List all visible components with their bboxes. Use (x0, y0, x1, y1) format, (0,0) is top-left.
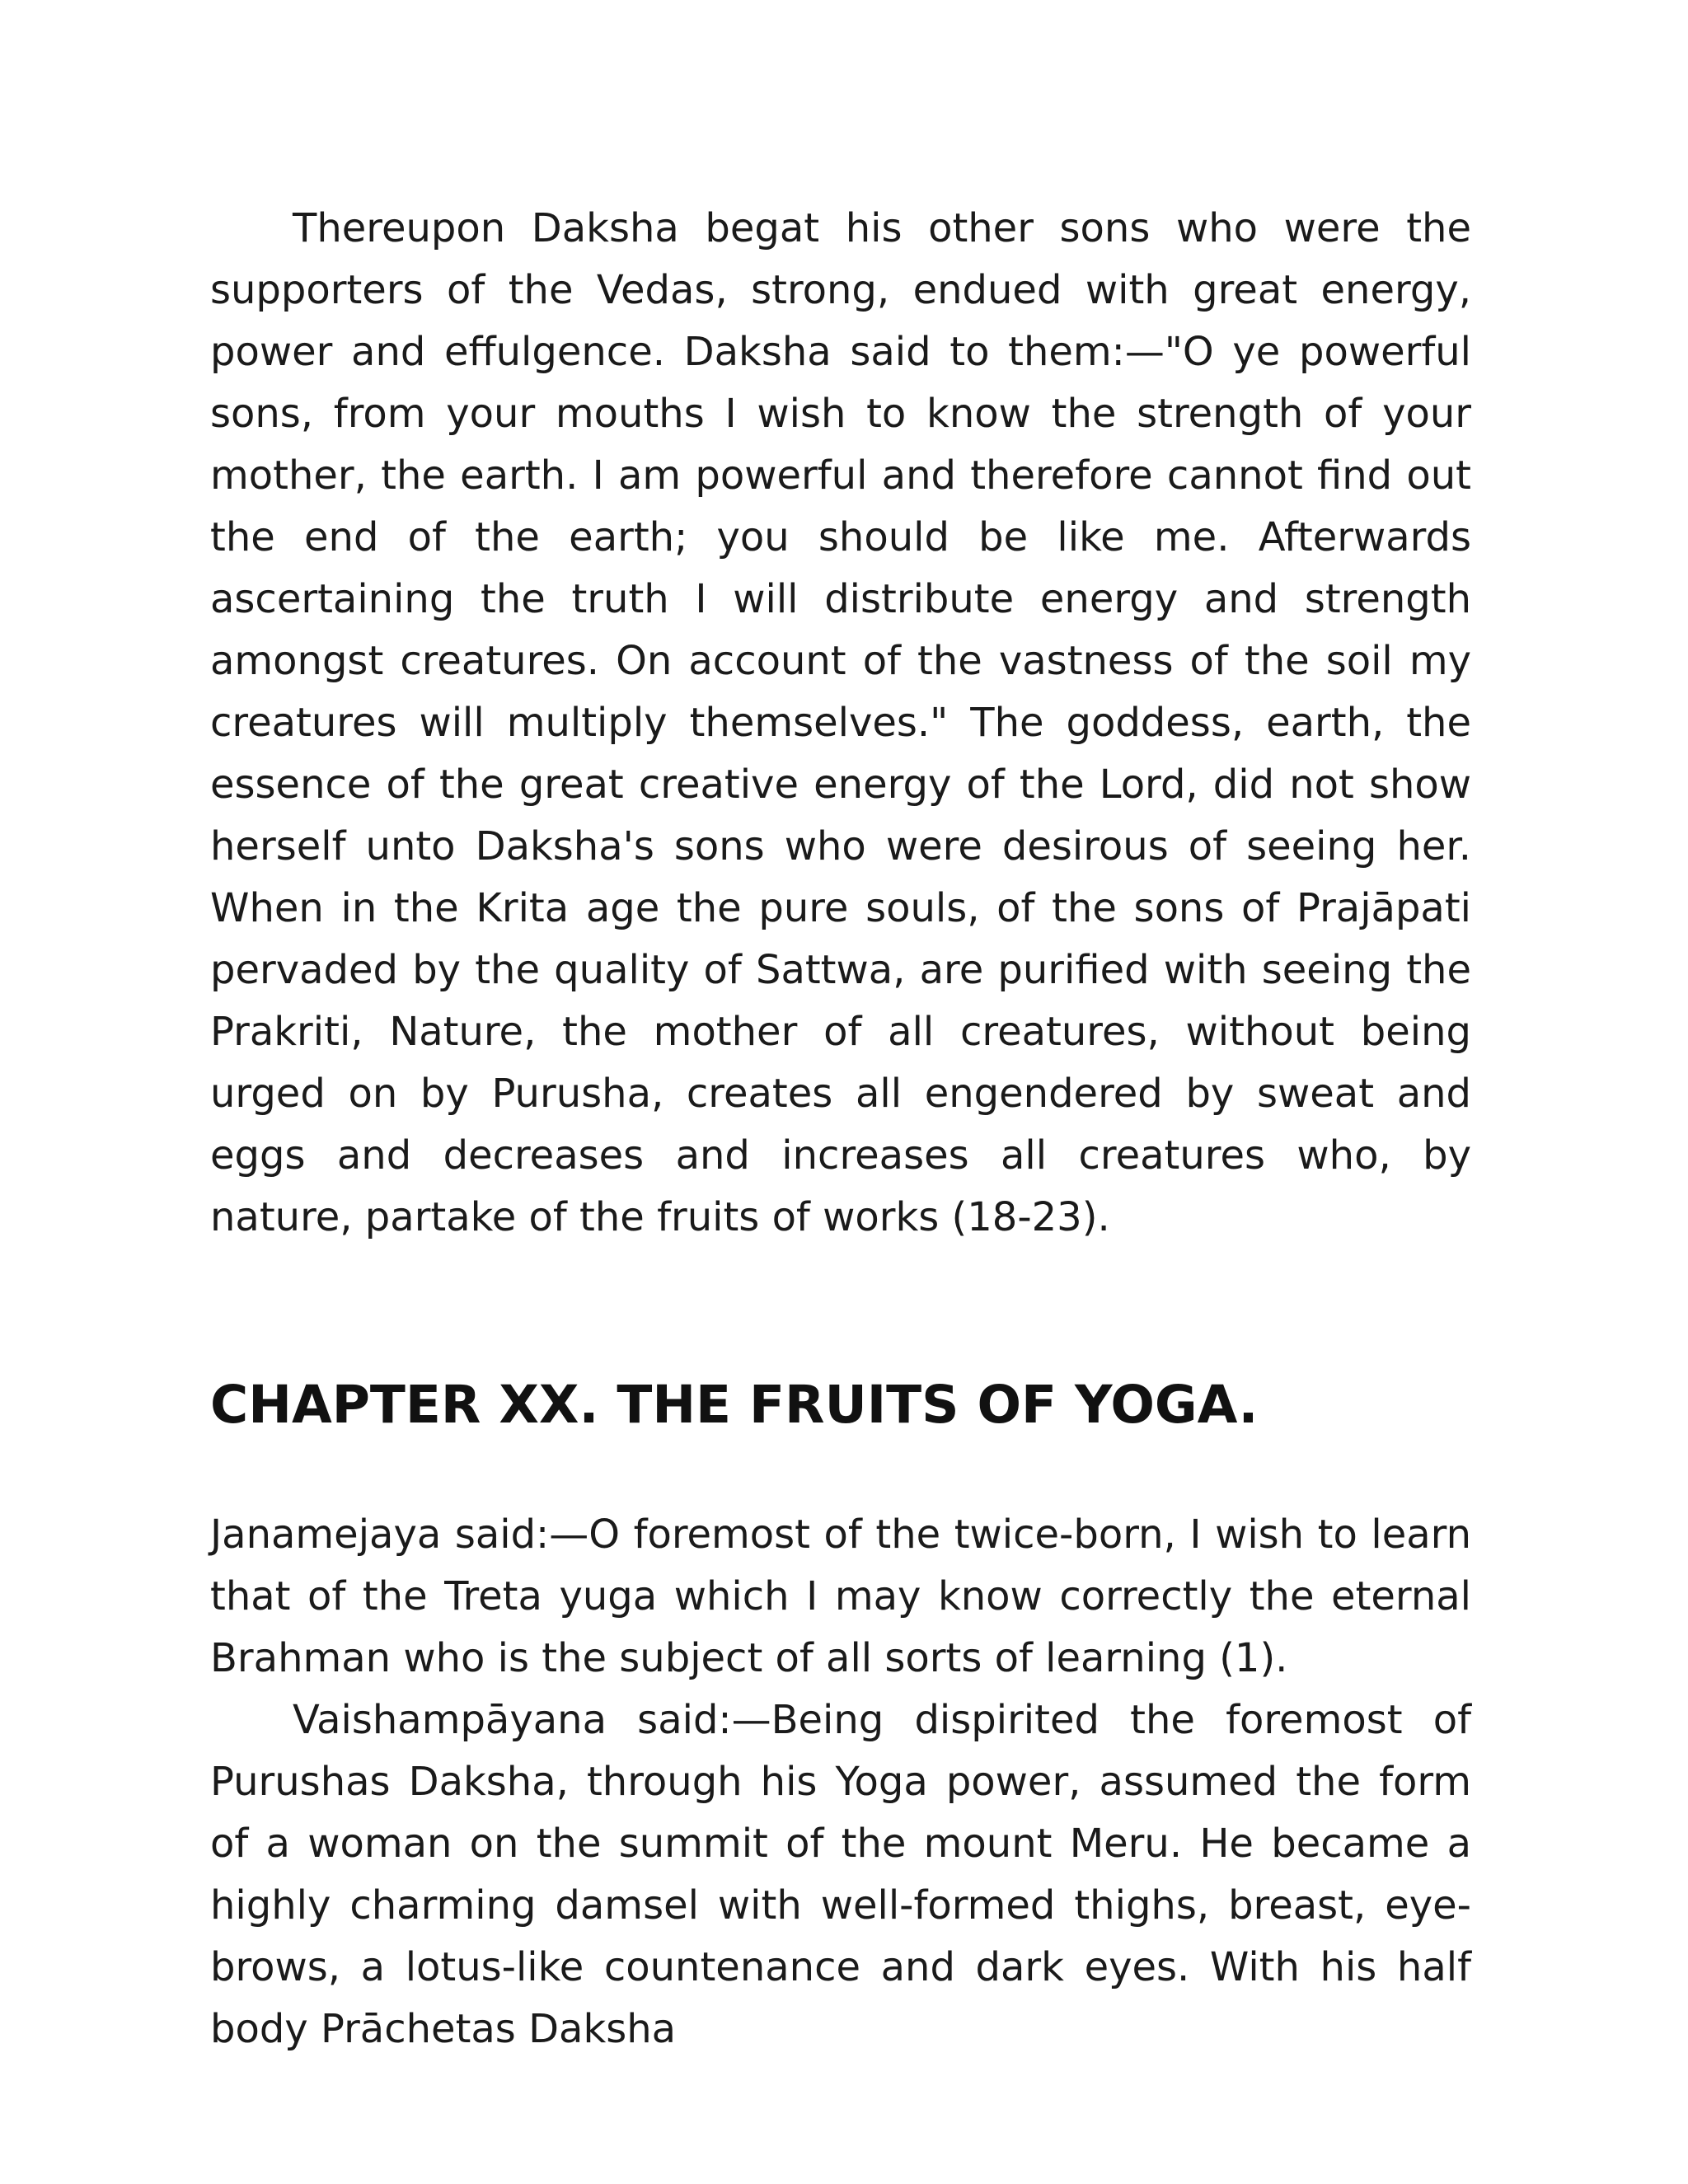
paragraph-daksha-sons: Thereupon Daksha begat his other sons who were the supporters of the Vedas, strong, endued with great energy, power and effulgence. Daksha said to them:—"O ye powerful sons, from your mouths I wish to know the strength of your mother, the earth. I am powerful and therefore cannot find out the end of the earth; you should be like me. Afterwards ascertaining the truth I will distribute energy and strength amongst creatures. On account of the vastness of the soil my creatures will multiply themselves." The goddess, earth, the essence of the great creative energy of the Lord, did not show herself unto Daksha's sons who were desirous of seeing her. When in the Krita age the pure souls, of the sons of Prajāpati pervaded by the quality of Sattwa, are purified with seeing the Prakriti, Nature, the mother of all creatures, without being urged on by Purusha, creates all engendered by sweat and eggs and decreases and increases all creatures who, by nature, partake of the fruits of works (18-23). (210, 205, 1471, 1240)
paragraph-janamejaya: Janamejaya said:—O foremost of the twice-born, I wish to learn that of the Treta yuga which I may know correctly the eternal Brahman who is the subject of all sorts of learning (1). (210, 1511, 1471, 1681)
paragraph-vaishampayana: Vaishampāyana said:—Being dispirited the foremost of Purushas Daksha, through his Yoga power, assumed the form of a woman on the summit of the mount Meru. He became a highly charming damsel with well-formed thighs, breast, eye-brows, a lotus-like countenance and dark eyes. With his half body Prāchetas Daksha (210, 1697, 1471, 2052)
chapter-heading: CHAPTER XX. THE FRUITS OF YOGA. (210, 1375, 1259, 1435)
document-page (210, 198, 1471, 2060)
